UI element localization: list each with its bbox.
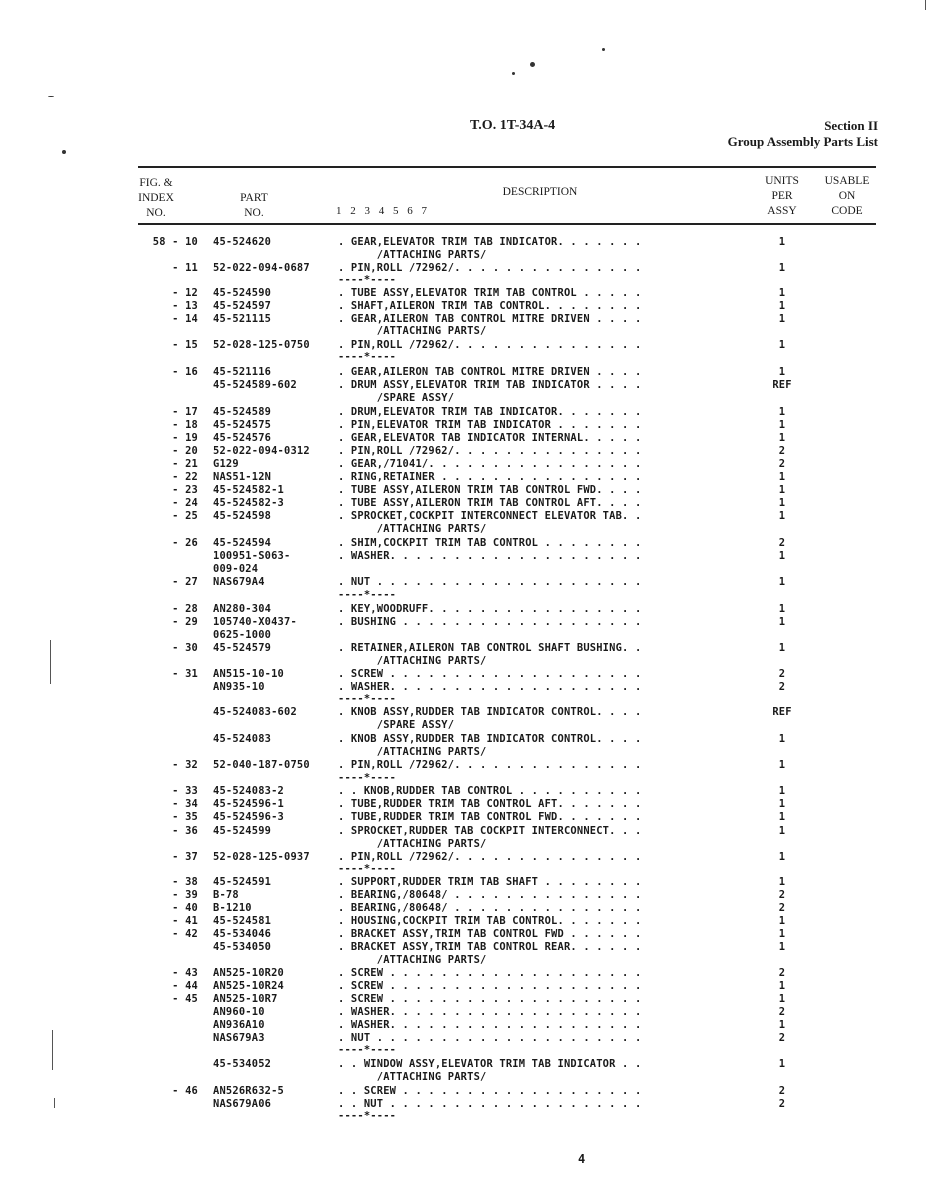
table-row [0, 432, 927, 445]
table-row [0, 497, 927, 510]
table-row [0, 629, 927, 642]
scan-mark [50, 640, 51, 684]
units-cell: 1 [778, 603, 786, 615]
description-cell: . DRUM,ELEVATOR TRIM TAB INDICATOR. . . . . . . [338, 406, 642, 418]
table-row [0, 693, 927, 706]
table-row [0, 993, 927, 1006]
part-number-cell: AN935-10 [213, 681, 265, 693]
part-number-cell: NAS679A3 [213, 1032, 265, 1044]
units-cell: REF [772, 379, 792, 391]
table-row [0, 1044, 927, 1057]
description-cell: . PIN,ROLL /72962/. . . . . . . . . . . . . . . [338, 445, 642, 457]
index-cell: - 21 [172, 458, 198, 470]
part-number-cell: 45-534046 [213, 928, 272, 940]
part-number-cell: 100951-S063- [213, 550, 291, 562]
table-row [0, 484, 927, 497]
description-cell: ----*---- [338, 351, 397, 363]
index-cell: - 12 [172, 287, 198, 299]
units-cell: 1 [778, 876, 786, 888]
scan-mark [52, 1030, 53, 1070]
index-cell: - 31 [172, 668, 198, 680]
description-cell: . . NUT . . . . . . . . . . . . . . . . . . . . [338, 1098, 642, 1110]
part-number-cell: 105740-X0437- [213, 616, 297, 628]
description-cell: . GEAR,ELEVATOR TRIM TAB INDICATOR. . . . . . . [338, 236, 642, 248]
description-cell: . NUT . . . . . . . . . . . . . . . . . . . . . [338, 1032, 642, 1044]
table-row [0, 445, 927, 458]
units-cell: 1 [778, 1019, 786, 1031]
units-cell: 1 [778, 484, 786, 496]
table-row [0, 249, 927, 262]
table-row [0, 772, 927, 785]
part-number-cell: 45-524582-1 [213, 484, 285, 496]
description-cell: . RING,RETAINER . . . . . . . . . . . . . . . . [338, 471, 642, 483]
units-cell: 1 [778, 236, 786, 248]
part-number-cell: 45-524083-602 [213, 706, 297, 718]
table-row [0, 902, 927, 915]
table-row [0, 980, 927, 993]
table-row [0, 798, 927, 811]
units-cell: 2 [778, 902, 786, 914]
description-cell: . BEARING,/80648/ . . . . . . . . . . . . . . . [338, 889, 642, 901]
table-row [0, 642, 927, 655]
table-row [0, 876, 927, 889]
table-row [0, 1019, 927, 1032]
part-number-cell: 45-534052 [213, 1058, 272, 1070]
units-cell: 1 [778, 851, 786, 863]
index-cell: - 18 [172, 419, 198, 431]
table-row [0, 889, 927, 902]
index-cell: - 46 [172, 1085, 198, 1097]
index-cell: - 27 [172, 576, 198, 588]
description-cell: . DRUM ASSY,ELEVATOR TRIM TAB INDICATOR . . . . [338, 379, 642, 391]
col-fig-index: FIG. & INDEX NO. [138, 177, 174, 219]
units-cell: 2 [778, 1032, 786, 1044]
part-number-cell: 45-524083-2 [213, 785, 285, 797]
part-number-cell: AN526R632-5 [213, 1085, 285, 1097]
table-row [0, 537, 927, 550]
table-row [0, 1110, 927, 1123]
description-cell: . PIN,ROLL /72962/. . . . . . . . . . . . . . . [338, 851, 642, 863]
part-number-cell: 45-524575 [213, 419, 272, 431]
description-cell: ----*---- [338, 274, 397, 286]
units-cell: 1 [778, 785, 786, 797]
units-cell: 2 [778, 537, 786, 549]
scan-speck [48, 96, 54, 97]
part-number-cell: 45-534050 [213, 941, 272, 953]
part-number-cell: 45-524579 [213, 642, 272, 654]
description-cell: . TUBE,RUDDER TRIM TAB CONTROL FWD. . . . . . . [338, 811, 642, 823]
units-cell: 2 [778, 1085, 786, 1097]
table-row [0, 825, 927, 838]
units-cell: 2 [778, 681, 786, 693]
col-description: DESCRIPTION [502, 186, 578, 198]
table-row [0, 300, 927, 313]
part-number-cell: 52-022-094-0312 [213, 445, 310, 457]
page-number: 4 [578, 1152, 586, 1166]
table-row [0, 915, 927, 928]
col-part-no: PART NO. [240, 192, 268, 219]
index-cell: - 16 [172, 366, 198, 378]
part-number-cell: 45-524083 [213, 733, 272, 745]
units-cell: 1 [778, 576, 786, 588]
index-cell: - 39 [172, 889, 198, 901]
table-row [0, 406, 927, 419]
units-cell: 1 [778, 313, 786, 325]
part-number-cell: 0625-1000 [213, 629, 272, 641]
units-cell: 1 [778, 733, 786, 745]
description-cell: . WASHER. . . . . . . . . . . . . . . . . . . . [338, 681, 642, 693]
description-cell: . BRACKET ASSY,TRIM TAB CONTROL REAR. . . . . . [338, 941, 642, 953]
part-number-cell: 009-024 [213, 563, 259, 575]
description-cell: . TUBE ASSY,ELEVATOR TRIM TAB CONTROL . . . . . [338, 287, 642, 299]
col-units-per-assy: UNITS PER ASSY [765, 175, 799, 217]
scan-speck [602, 48, 605, 51]
part-number-cell: 52-028-125-0937 [213, 851, 310, 863]
table-row [0, 954, 927, 967]
units-cell: 2 [778, 458, 786, 470]
part-number-cell: 45-524597 [213, 300, 272, 312]
table-row [0, 589, 927, 602]
units-cell: 1 [778, 419, 786, 431]
table-row [0, 471, 927, 484]
units-cell: 2 [778, 1006, 786, 1018]
units-cell: 2 [778, 445, 786, 457]
units-cell: 1 [778, 262, 786, 274]
index-cell: - 34 [172, 798, 198, 810]
units-cell: 1 [778, 980, 786, 992]
table-row [0, 603, 927, 616]
table-row [0, 967, 927, 980]
description-cell: . TUBE,RUDDER TRIM TAB CONTROL AFT. . . . . . . [338, 798, 642, 810]
description-cell: ----*---- [338, 693, 397, 705]
part-number-cell: B-78 [213, 889, 239, 901]
description-cell: . GEAR,/71041/. . . . . . . . . . . . . . . . . [338, 458, 642, 470]
description-cell: . PIN,ROLL /72962/. . . . . . . . . . . . . . . [338, 339, 642, 351]
part-number-cell: AN515-10-10 [213, 668, 285, 680]
index-cell: - 30 [172, 642, 198, 654]
part-number-cell: G129 [213, 458, 239, 470]
units-cell: 1 [778, 759, 786, 771]
table-row [0, 523, 927, 536]
description-cell: /ATTACHING PARTS/ [338, 954, 487, 966]
index-cell: - 32 [172, 759, 198, 771]
part-number-cell: 52-028-125-0750 [213, 339, 310, 351]
table-row [0, 746, 927, 759]
index-cell: - 22 [172, 471, 198, 483]
table-row [0, 351, 927, 364]
description-cell: /SPARE ASSY/ [338, 392, 455, 404]
description-cell: . PIN,ELEVATOR TRIM TAB INDICATOR . . . . . . . [338, 419, 642, 431]
header-rule [138, 223, 876, 225]
description-cell: . TUBE ASSY,AILERON TRIM TAB CONTROL AFT. . . . [338, 497, 642, 509]
table-row [0, 510, 927, 523]
units-cell: 1 [778, 941, 786, 953]
part-number-cell: AN525-10R7 [213, 993, 278, 1005]
table-row [0, 706, 927, 719]
table-row [0, 941, 927, 954]
description-cell: . KNOB ASSY,RUDDER TAB INDICATOR CONTROL. . . . [338, 706, 642, 718]
description-cell: ----*---- [338, 772, 397, 784]
table-row [0, 655, 927, 668]
table-row [0, 759, 927, 772]
table-row [0, 863, 927, 876]
units-cell: 2 [778, 1098, 786, 1110]
table-row [0, 733, 927, 746]
index-cell: - 28 [172, 603, 198, 615]
part-number-cell: 45-524589-602 [213, 379, 297, 391]
index-cell: - 19 [172, 432, 198, 444]
index-cell: - 13 [172, 300, 198, 312]
part-number-cell: NAS679A4 [213, 576, 265, 588]
description-cell: . KNOB ASSY,RUDDER TAB INDICATOR CONTROL. . . . [338, 733, 642, 745]
table-row [0, 366, 927, 379]
table-row [0, 838, 927, 851]
units-cell: 1 [778, 1058, 786, 1070]
part-number-cell: AN960-10 [213, 1006, 265, 1018]
part-number-cell: 45-524596-3 [213, 811, 285, 823]
index-cell: - 33 [172, 785, 198, 797]
description-cell: /ATTACHING PARTS/ [338, 249, 487, 261]
scan-speck [62, 150, 66, 154]
description-cell: . BRACKET ASSY,TRIM TAB CONTROL FWD . . . . . . [338, 928, 642, 940]
description-cell: . SCREW . . . . . . . . . . . . . . . . . . . . [338, 980, 642, 992]
table-row [0, 392, 927, 405]
units-cell: 2 [778, 889, 786, 901]
table-row [0, 550, 927, 563]
part-number-cell: 45-521116 [213, 366, 272, 378]
index-cell: - 25 [172, 510, 198, 522]
description-cell: . GEAR,ELEVATOR TAB INDICATOR INTERNAL. . . . . [338, 432, 642, 444]
index-cell: - 38 [172, 876, 198, 888]
units-cell: 1 [778, 432, 786, 444]
part-number-cell: 52-022-094-0687 [213, 262, 310, 274]
table-row [0, 668, 927, 681]
description-cell: /ATTACHING PARTS/ [338, 1071, 487, 1083]
description-cell: . SCREW . . . . . . . . . . . . . . . . . . . . [338, 967, 642, 979]
description-cell: /ATTACHING PARTS/ [338, 523, 487, 535]
part-number-cell: 45-524596-1 [213, 798, 285, 810]
part-number-cell: AN525-10R24 [213, 980, 285, 992]
description-cell: . NUT . . . . . . . . . . . . . . . . . . . . . [338, 576, 642, 588]
table-row [0, 325, 927, 338]
description-cell: . BEARING,/80648/ . . . . . . . . . . . . . . . [338, 902, 642, 914]
part-number-cell: 45-524576 [213, 432, 272, 444]
part-number-cell: 45-524591 [213, 876, 272, 888]
description-cell: . BUSHING . . . . . . . . . . . . . . . . . . . [338, 616, 642, 628]
description-cell: /SPARE ASSY/ [338, 719, 455, 731]
top-rule [138, 166, 876, 168]
description-cell: . . KNOB,RUDDER TAB CONTROL . . . . . . . . . . [338, 785, 642, 797]
description-cell: /ATTACHING PARTS/ [338, 838, 487, 850]
part-number-cell: 52-040-187-0750 [213, 759, 310, 771]
index-cell: - 26 [172, 537, 198, 549]
part-number-cell: 45-524589 [213, 406, 272, 418]
table-row [0, 1058, 927, 1071]
part-number-cell: AN525-10R20 [213, 967, 285, 979]
description-cell: ----*---- [338, 1044, 397, 1056]
index-cell: - 45 [172, 993, 198, 1005]
section-label: Section II [824, 118, 878, 133]
group-label: Group Assembly Parts List [727, 134, 878, 149]
units-cell: REF [772, 706, 792, 718]
units-cell: 1 [778, 616, 786, 628]
description-cell: . GEAR,AILERON TAB CONTROL MITRE DRIVEN . . . . [338, 313, 642, 325]
units-cell: 1 [778, 497, 786, 509]
part-number-cell: AN936A10 [213, 1019, 265, 1031]
table-row [0, 563, 927, 576]
description-cell: . HOUSING,COCKPIT TRIM TAB CONTROL. . . . . . . [338, 915, 642, 927]
units-cell: 1 [778, 993, 786, 1005]
description-cell: . PIN,ROLL /72962/. . . . . . . . . . . . . . . [338, 262, 642, 274]
description-cell: . . SCREW . . . . . . . . . . . . . . . . . . . [338, 1085, 642, 1097]
table-row [0, 1085, 927, 1098]
index-cell: - 11 [172, 262, 198, 274]
description-cell: ----*---- [338, 863, 397, 875]
index-cell: - 40 [172, 902, 198, 914]
table-row [0, 785, 927, 798]
description-cell: . WASHER. . . . . . . . . . . . . . . . . . . . [338, 1006, 642, 1018]
table-row [0, 419, 927, 432]
index-cell: - 15 [172, 339, 198, 351]
units-cell: 1 [778, 811, 786, 823]
description-cell: ----*---- [338, 1110, 397, 1122]
col-usable-on-code: USABLE ON CODE [824, 175, 870, 217]
description-cell: . SHAFT,AILERON TRIM TAB CONTROL. . . . . . . . [338, 300, 642, 312]
description-cell: /ATTACHING PARTS/ [338, 325, 487, 337]
description-cell: . SCREW . . . . . . . . . . . . . . . . . . . . [338, 993, 642, 1005]
description-cell: /ATTACHING PARTS/ [338, 746, 487, 758]
index-cell: - 20 [172, 445, 198, 457]
index-cell: - 41 [172, 915, 198, 927]
description-cell: . PIN,ROLL /72962/. . . . . . . . . . . . . . . [338, 759, 642, 771]
units-cell: 1 [778, 798, 786, 810]
scan-speck [530, 62, 535, 67]
description-cell: ----*---- [338, 589, 397, 601]
table-row [0, 274, 927, 287]
table-row [0, 576, 927, 589]
part-number-cell: B-1210 [213, 902, 252, 914]
units-cell: 1 [778, 928, 786, 940]
section-header [728, 118, 878, 150]
table-row [0, 928, 927, 941]
units-cell: 1 [778, 366, 786, 378]
part-number-cell: NAS679A06 [213, 1098, 272, 1110]
table-row [0, 1071, 927, 1084]
units-cell: 1 [778, 915, 786, 927]
index-cell: - 14 [172, 313, 198, 325]
description-cell: . SCREW . . . . . . . . . . . . . . . . . . . . [338, 668, 642, 680]
part-number-cell: 45-524590 [213, 287, 272, 299]
table-row [0, 811, 927, 824]
table-row [0, 458, 927, 471]
units-cell: 1 [778, 550, 786, 562]
table-row [0, 379, 927, 392]
description-cell: . SPROCKET,COCKPIT INTERCONNECT ELEVATOR TAB. . [338, 510, 642, 522]
part-number-cell: 45-524594 [213, 537, 272, 549]
units-cell: 1 [778, 300, 786, 312]
index-cell: - 36 [172, 825, 198, 837]
index-cell: - 35 [172, 811, 198, 823]
description-cell: . RETAINER,AILERON TAB CONTROL SHAFT BUSHING. . [338, 642, 642, 654]
table-row [0, 616, 927, 629]
scan-mark [54, 1098, 55, 1108]
units-cell: 1 [778, 406, 786, 418]
units-cell: 1 [778, 287, 786, 299]
part-number-cell: AN280-304 [213, 603, 272, 615]
description-cell: . SPROCKET,RUDDER TAB COCKPIT INTERCONNECT. . . [338, 825, 642, 837]
table-row [0, 719, 927, 732]
description-cell: . GEAR,AILERON TAB CONTROL MITRE DRIVEN . . . . [338, 366, 642, 378]
description-cell: . . WINDOW ASSY,ELEVATOR TRIM TAB INDICATOR . . [338, 1058, 642, 1070]
table-row [0, 236, 927, 249]
description-cell: . WASHER. . . . . . . . . . . . . . . . . . . . [338, 1019, 642, 1031]
index-cell: - 17 [172, 406, 198, 418]
col-indent-scale: 1 2 3 4 5 6 7 [336, 205, 430, 217]
units-cell: 2 [778, 668, 786, 680]
description-cell: . TUBE ASSY,AILERON TRIM TAB CONTROL FWD. . . . [338, 484, 642, 496]
index-cell: - 43 [172, 967, 198, 979]
index-cell: 58 - 10 [152, 236, 198, 248]
description-cell: . SUPPORT,RUDDER TRIM TAB SHAFT . . . . . . . . [338, 876, 642, 888]
to-number: T.O. 1T-34A-4 [470, 118, 556, 133]
index-cell: - 23 [172, 484, 198, 496]
index-cell: - 29 [172, 616, 198, 628]
index-cell: - 42 [172, 928, 198, 940]
part-number-cell: 45-524582-3 [213, 497, 285, 509]
index-cell: - 37 [172, 851, 198, 863]
scan-mark [925, 0, 926, 10]
units-cell: 1 [778, 825, 786, 837]
description-cell: . SHIM,COCKPIT TRIM TAB CONTROL . . . . . . . . [338, 537, 642, 549]
part-number-cell: 45-524620 [213, 236, 272, 248]
description-cell: /ATTACHING PARTS/ [338, 655, 487, 667]
units-cell: 2 [778, 967, 786, 979]
scan-speck [512, 72, 515, 75]
description-cell: . KEY,WOODRUFF. . . . . . . . . . . . . . . . . [338, 603, 642, 615]
table-row [0, 1006, 927, 1019]
table-row [0, 287, 927, 300]
part-number-cell: NAS51-12N [213, 471, 272, 483]
units-cell: 1 [778, 339, 786, 351]
index-cell: - 24 [172, 497, 198, 509]
part-number-cell: 45-524581 [213, 915, 272, 927]
description-cell: . WASHER. . . . . . . . . . . . . . . . . . . . [338, 550, 642, 562]
part-number-cell: 45-524598 [213, 510, 272, 522]
units-cell: 1 [778, 510, 786, 522]
units-cell: 1 [778, 642, 786, 654]
units-cell: 1 [778, 471, 786, 483]
index-cell: - 44 [172, 980, 198, 992]
part-number-cell: 45-524599 [213, 825, 272, 837]
part-number-cell: 45-521115 [213, 313, 272, 325]
